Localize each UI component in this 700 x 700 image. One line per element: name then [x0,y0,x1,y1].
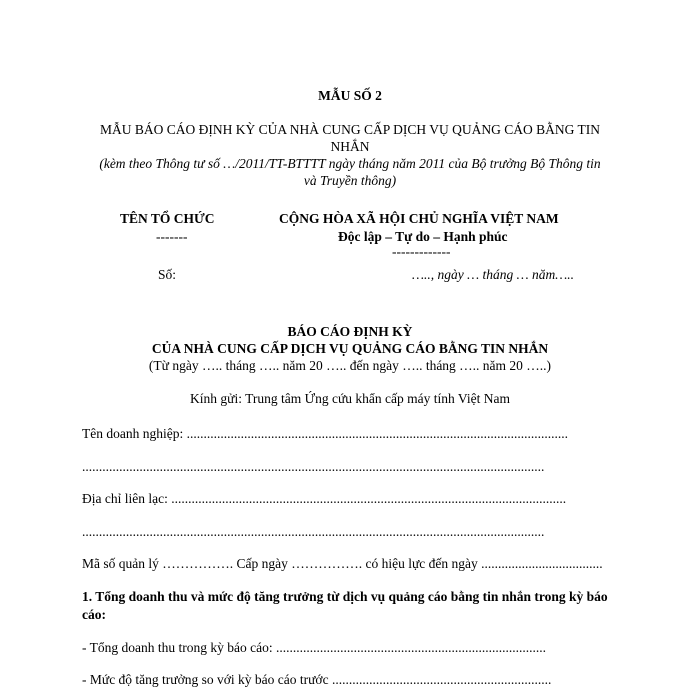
management-code-field: Mã số quản lý ……………. Cấp ngày ……………. có hiệu lực đến ngày .................................... [82,556,603,571]
document-number-label: Số: [158,267,177,282]
form-note-line2: và Truyền thông) [303,173,397,188]
report-title-line2: CỦA NHÀ CUNG CẤP DỊCH VỤ QUẢNG CÁO BẰNG TIN NHẮN [151,341,549,356]
growth-rate-field: - Mức độ tăng trưởng so với kỳ báo cáo trước ................................................................. [82,672,552,687]
organization-name-label: TÊN TỔ CHỨC [120,211,215,226]
organization-divider: ------- [156,229,188,244]
total-revenue-field: - Tổng doanh thu trong kỳ báo cáo: ................................................................................ [82,640,546,655]
report-title-line1: BÁO CÁO ĐỊNH KỲ [287,324,413,339]
address-continuation: ......................................................................................................................................... [82,524,545,539]
form-note-line1: (kèm theo Thông tư số …/2011/TT-BTTTT ngày tháng năm 2011 của Bộ trưởng Bộ Thông tin [99,156,601,171]
section1-heading-line1: 1. Tổng doanh thu và mức độ tăng trưởng từ dịch vụ quảng cáo bằng tin nhắn trong kỳ báo [82,589,608,604]
national-motto: Độc lập – Tự do – Hạnh phúc [338,229,508,244]
national-divider: ------------- [392,244,451,259]
report-period: (Từ ngày ….. tháng ….. năm 20 ….. đến ngày ….. tháng ….. năm 20 …..) [148,358,552,373]
form-title-line2: NHẮN [330,139,370,154]
company-name-field: Tên doanh nghiệp: ................................................................................................................. [82,426,568,441]
national-title: CỘNG HÒA XÃ HỘI CHỦ NGHĨA VIỆT NAM [279,211,559,226]
section1-heading-line2: cáo: [82,607,106,622]
date-line: ….., ngày … tháng … năm….. [412,267,575,282]
report-recipient: Kính gửi: Trung tâm Ứng cứu khẩn cấp máy tính Việt Nam [190,391,510,406]
company-name-continuation: ......................................................................................................................................... [82,459,545,474]
address-field: Địa chỉ liên lạc: ..................................................................................................................... [82,491,567,506]
form-title-line1: MẪU BÁO CÁO ĐỊNH KỲ CỦA NHÀ CUNG CẤP DỊCH VỤ QUẢNG CÁO BẰNG TIN [99,122,601,137]
form-number: MẪU SỐ 2 [318,88,382,103]
